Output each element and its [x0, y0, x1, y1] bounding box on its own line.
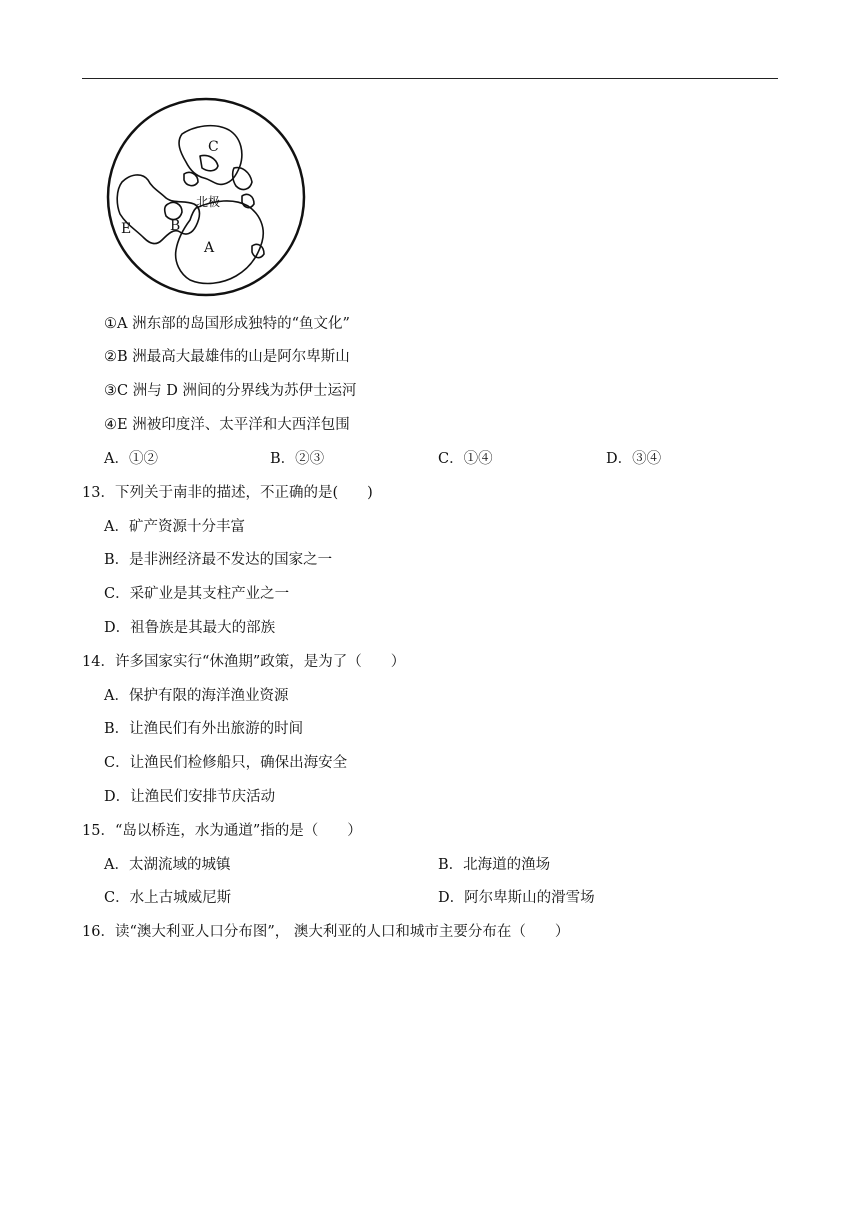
map-labels [121, 139, 220, 256]
map-label-c: C [208, 139, 219, 155]
q14-option-c: C．让渔民们检修船只，确保出海安全 [104, 755, 348, 771]
q12-option-a: A．①② [104, 451, 158, 467]
q12-statement-4: ④E 洲被印度洋、太平洋和大西洋包围 [104, 417, 350, 433]
q14-option-b: B．让渔民们有外出旅游的时间 [104, 721, 304, 737]
q12-statement-2: ②B 洲最高大最雄伟的山是阿尔卑斯山 [104, 349, 350, 365]
q13-option-d: D．祖鲁族是其最大的部族 [104, 620, 276, 636]
map-label-b: B [170, 218, 181, 234]
q15-option-b: B．北海道的渔场 [438, 857, 551, 873]
map-label-a: A [204, 240, 215, 256]
polar-map-figure [104, 96, 308, 298]
q13-option-b: B．是非洲经济最不发达的国家之一 [104, 552, 333, 568]
q15-option-c: C．水上古城威尼斯 [104, 890, 232, 906]
landmass-outlines [117, 126, 264, 284]
q15-option-a: A．太湖流域的城镇 [104, 857, 231, 873]
q12-option-b: B．②③ [270, 451, 325, 467]
q13-option-c: C．采矿业是其支柱产业之一 [104, 586, 290, 602]
q13-option-a: A．矿产资源十分丰富 [104, 519, 245, 535]
q14-option-d: D．让渔民们安排节庆活动 [104, 789, 276, 805]
q12-option-d: D．③④ [606, 451, 662, 467]
map-label-north-pole: 北极 [196, 195, 221, 209]
q16-stem: 16．读“澳大利亚人口分布图”， 澳大利亚的人口和城市主要分布在（ ） [82, 924, 570, 940]
q14-option-a: A．保护有限的海洋渔业资源 [104, 688, 289, 704]
q14-stem: 14．许多国家实行“休渔期”政策，是为了（ ） [82, 654, 406, 670]
q12-option-c: C．①④ [438, 451, 493, 467]
map-label-e: E [121, 221, 132, 237]
q15-option-d: D．阿尔卑斯山的滑雪场 [438, 890, 595, 906]
q12-statement-3: ③C 洲与 D 洲间的分界线为苏伊士运河 [104, 383, 357, 399]
header-rule [82, 78, 778, 79]
q15-stem: 15．“岛以桥连，水为通道”指的是（ ） [82, 823, 362, 839]
q12-statement-1: ①A 洲东部的岛国形成独特的“鱼文化” [104, 316, 350, 332]
q13-stem: 13．下列关于南非的描述，不正确的是( ) [82, 485, 373, 501]
